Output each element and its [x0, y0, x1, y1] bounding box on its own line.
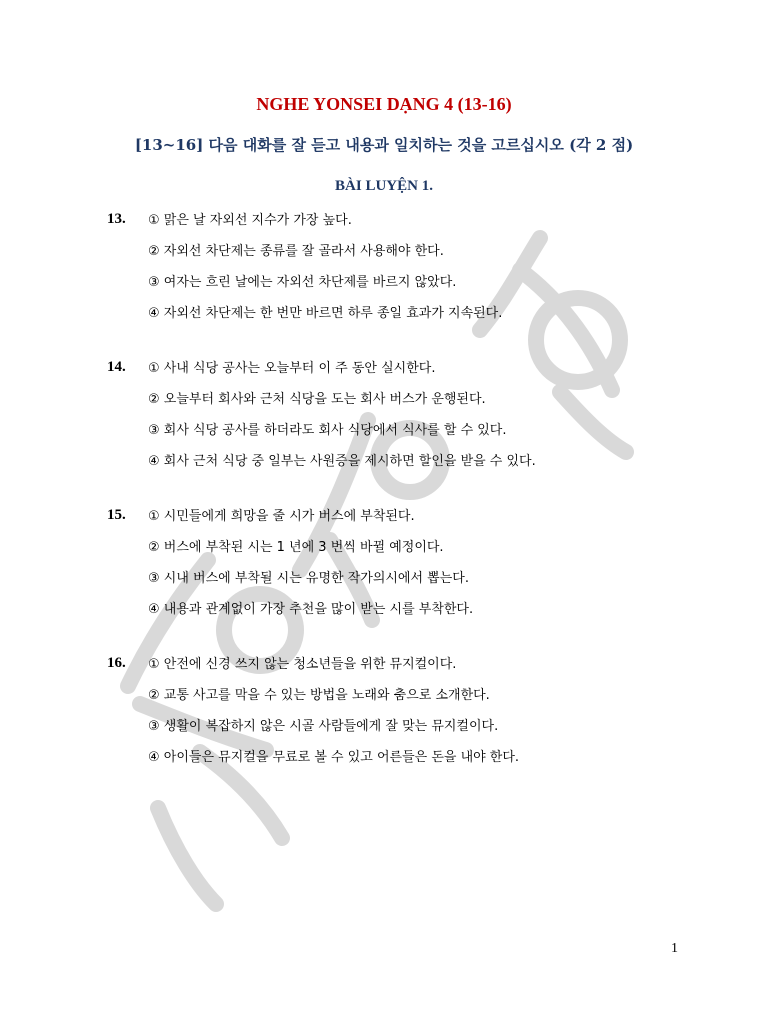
answer-option: ② 교통 사고를 막을 수 있는 방법을 노래와 춤으로 소개한다.: [148, 688, 490, 703]
question-number: 13.: [107, 211, 126, 227]
question-number: 14.: [107, 359, 126, 375]
answer-options: [148, 359, 536, 483]
answer-option: ② 자외선 차단제는 종류를 잘 골라서 사용해야 한다.: [148, 244, 444, 259]
section-heading: BÀI LUYỆN 1.: [335, 178, 433, 194]
question-number: 16.: [107, 655, 126, 671]
answer-option: ① 사내 식당 공사는 오늘부터 이 주 동안 실시한다.: [148, 361, 436, 376]
page-number: 1: [671, 941, 678, 956]
answer-option: ④ 내용과 관계없이 가장 추천을 많이 받는 시를 부착한다.: [148, 602, 474, 617]
question-number: 15.: [107, 507, 126, 523]
answer-option: ③ 여자는 흐린 날에는 자외선 차단제를 바르지 않았다.: [148, 275, 457, 290]
answer-option: ④ 자외선 차단제는 한 번만 바르면 하루 종일 효과가 지속된다.: [148, 306, 503, 321]
answer-option: ③ 생활이 복잡하지 않은 시골 사람들에게 잘 맞는 뮤지컬이다.: [148, 719, 499, 734]
answer-option: ② 오늘부터 회사와 근처 식당을 도는 회사 버스가 운행된다.: [148, 392, 486, 407]
answer-option: ② 버스에 부착된 시는 1 년에 3 번씩 바뀔 예정이다.: [148, 540, 444, 555]
answer-option: ④ 아이들은 뮤지컬을 무료로 볼 수 있고 어른들은 돈을 내야 한다.: [148, 750, 520, 765]
answer-options: [148, 211, 502, 335]
answer-option: ③ 시내 버스에 부착될 시는 유명한 작가의시에서 뽑는다.: [148, 571, 469, 586]
answer-options: [148, 507, 473, 631]
answer-option: ① 시민들에게 희망을 줄 시가 버스에 부착된다.: [148, 509, 415, 524]
answer-options: [148, 655, 519, 779]
document-title: NGHE YONSEI DẠNG 4 (13-16): [256, 94, 512, 114]
answer-option: ③ 회사 식당 공사를 하더라도 회사 식당에서 식사를 할 수 있다.: [148, 423, 507, 438]
answer-option: ① 맑은 날 자외선 지수가 가장 높다.: [148, 213, 352, 228]
answer-option: ① 안전에 신경 쓰지 않는 청소년들을 위한 뮤지컬이다.: [148, 657, 457, 672]
answer-option: ④ 회사 근처 식당 중 일부는 사원증을 제시하면 할인을 받을 수 있다.: [148, 454, 536, 469]
instruction-text: [13~16] 다음 대화를 잘 듣고 내용과 일치하는 것을 고르십시오 (각 2 점): [134, 136, 634, 154]
